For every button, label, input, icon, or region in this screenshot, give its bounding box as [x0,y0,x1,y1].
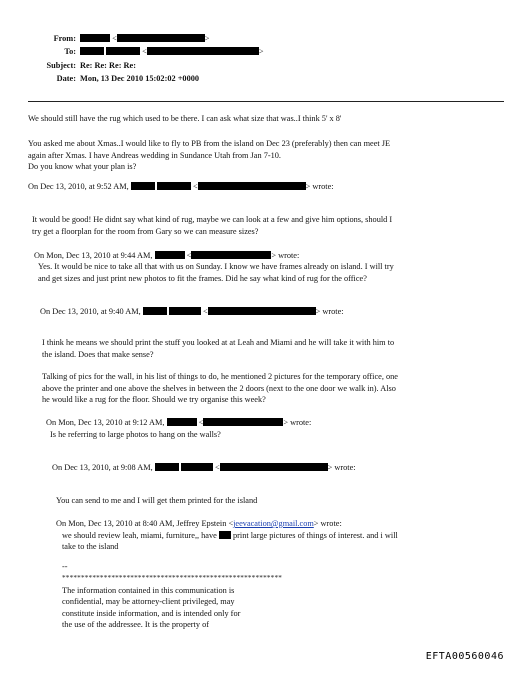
to-value: < > [80,47,264,58]
redaction-box [169,307,201,315]
redaction-box [147,47,259,55]
body-line: above the printer and one above the shelves in between the 2 doors (next to the one door we walk in). Also [42,384,396,393]
redaction-box [167,418,197,426]
body-line: we should review leah, miami, furniture,, have print large pictures of things of interest. and i will [62,531,398,540]
body-line: Is he referring to large photos to hang on the walls? [50,430,221,439]
redaction-box [198,182,306,190]
redaction-box [157,182,191,190]
confidentiality-line: The information contained in this communication is [62,586,235,595]
date-value: Mon, 13 Dec 2010 15:02:02 +0000 [80,74,200,83]
redaction-box [203,418,283,426]
to-label: To: [64,47,76,56]
body-line: and get sizes and just print new photos to fit the frames. Did he say what kind of rug for the office? [38,274,367,283]
confidentiality-line: confidential, may be attorney-client privileged, may [62,597,235,606]
body-line: We should still have the rug which used to be there. I can ask what size that was..I think 5' x 8' [28,114,342,123]
redaction-box [191,251,271,259]
quote-attribution: On Mon, Dec 13, 2010 at 9:44 AM, < > wrote: [34,251,300,260]
body-line: You asked me about Xmas..I would like to fly to PB from the island on Dec 23 (preferably) then can meet JE [28,139,391,148]
bates-number: EFTA00560046 [425,651,504,662]
redaction-box [208,307,316,315]
redaction-box [80,34,110,42]
redaction-box [219,531,231,539]
body-line: take to the island [62,542,119,551]
quote-attribution: On Dec 13, 2010, at 9:40 AM, < > wrote: [40,307,344,316]
star-divider: ********************************************************** [62,574,283,582]
redaction-box [143,307,167,315]
subject-label: Subject: [46,61,76,70]
redaction-box [181,463,213,471]
body-line: the island. Does that make sense? [42,350,154,359]
body-line: Talking of pics for the wall, in his list of things to do, he mentioned 2 pictures for the temporary office, one [42,372,398,381]
body-line: try get a floorplan for the room from Gary so we can measure sizes? [32,227,259,236]
body-line: It would be good! He didnt say what kind of rug, maybe we can look at a few and give him options, should I [32,215,393,224]
redaction-box [117,34,205,42]
redaction-box [131,182,155,190]
email-link[interactable]: jeevacation@gmail.com [233,519,314,528]
signature-separator: -- [62,562,68,571]
quote-attribution: On Dec 13, 2010, at 9:52 AM, < > wrote: [28,182,334,191]
body-line: You can send to me and I will get them printed for the island [56,496,258,505]
redaction-box [155,251,185,259]
body-line: Yes. It would be nice to take all that with us on Sunday. I know we have frames already on island. I will try [38,262,394,271]
redaction-box [106,47,140,55]
body-line: again after Xmas. I have Andreas wedding in Sundance Utah from Jan 7-10. [28,151,281,160]
redaction-box [155,463,179,471]
body-line: he would like a rug for the floor. Should we try organise this week? [42,395,266,404]
body-line: I think he means we should print the stuff you looked at at Leah and Miami and he will take it with him to [42,338,395,347]
quote-attribution: On Mon, Dec 13, 2010 at 8:40 AM, Jeffrey Epstein <jeevacation@gmail.com> wrote: [56,519,342,528]
quote-attribution: On Dec 13, 2010, at 9:08 AM, < > wrote: [52,463,356,472]
from-value: < > [80,34,209,45]
redaction-box [220,463,328,471]
subject-value: Re: Re: Re: Re: [80,61,136,70]
body-line: Do you know what your plan is? [28,162,137,171]
from-label: From: [53,34,76,43]
quote-attribution: On Mon, Dec 13, 2010 at 9:12 AM, < > wrote: [46,418,312,427]
redaction-box [80,47,104,55]
date-label: Date: [56,74,76,83]
confidentiality-line: the use of the addressee. It is the property of [62,620,209,629]
header-divider [28,101,504,102]
confidentiality-line: constitute inside information, and is intended only for [62,609,241,618]
